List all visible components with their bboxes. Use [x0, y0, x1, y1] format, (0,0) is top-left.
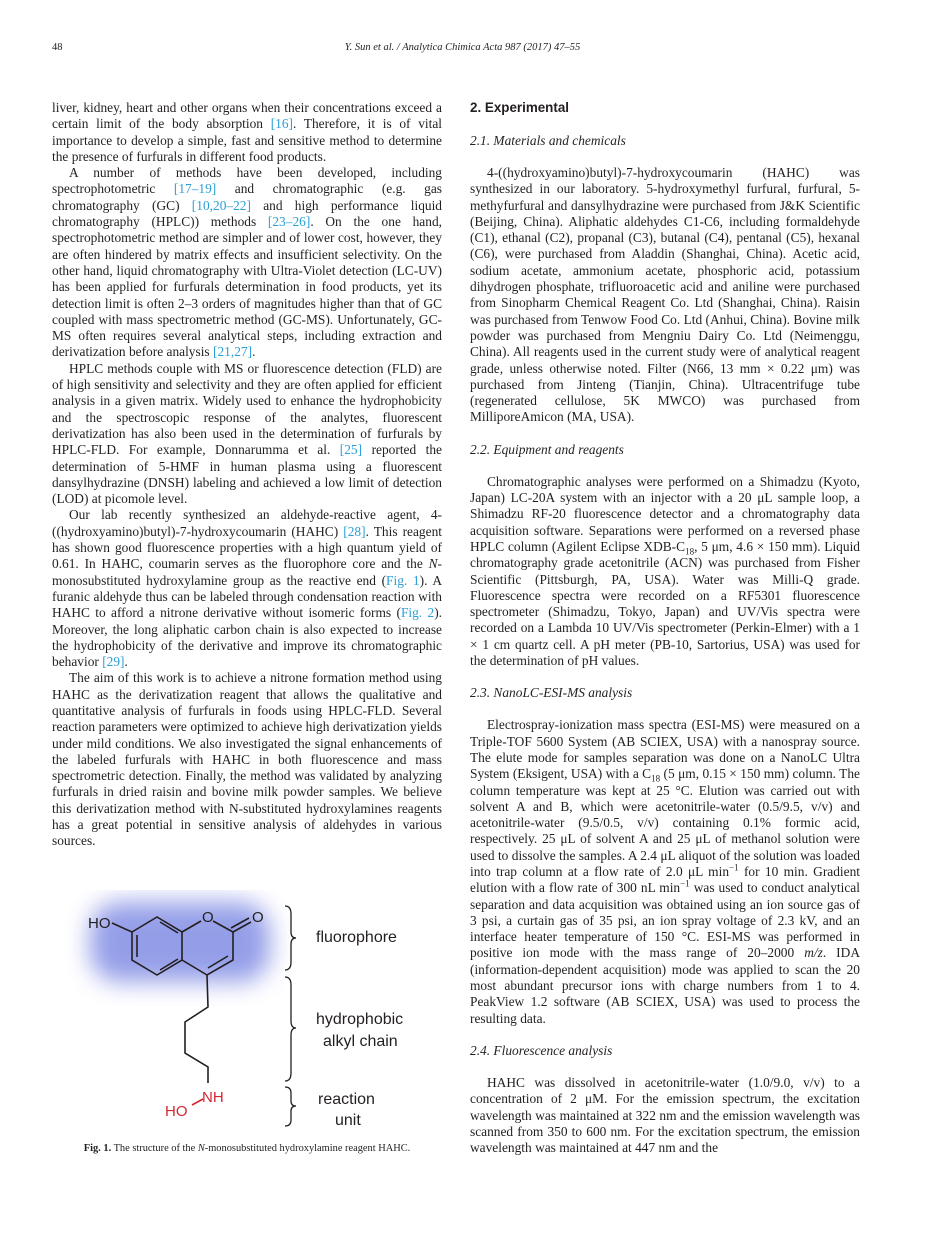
- intro-paragraphs: [52, 100, 442, 850]
- alkyl-chain-bonds: [185, 975, 208, 1083]
- subsection-equipment: [470, 442, 860, 670]
- subsection-body: [470, 165, 860, 426]
- italic-text: m/z: [804, 945, 823, 961]
- subsection-body: [470, 717, 860, 1027]
- brace-icons: [285, 906, 296, 1126]
- text-run: was used to conduct analytical separation and data acquisition was obtained using an ion source gas of 3 psi, a curtain gas of 35 psi, an ion spray voltage of 2.3 kV, and an interface heater temperature of 150 °C. ESI-MS was performed in positive ion mode with the mass range of 20–2000: [470, 880, 860, 961]
- text-run: and high performance liquid chromatography (HPLC)) methods: [52, 197, 443, 230]
- text-run: The aim of this work is to achieve a nitrone formation method using HAHC as the derivatization reagent that allows the qualitative and quantitative analysis of furfurals in foods using HPLC-FLD. Several reaction parameters were optimized to achieve high derivatization yields under mild conditions. We also investigated the signal enhancements of the labeled furfurals with HAHC in both fluorescence and mass spectrometric detection. Finally, the method was validated by analyzing furfurals in dried raisin and bovine milk powder samples. We believe this derivatization method with N-substituted hydroxylamines reagents has a great potential in sensitive analysis of aldehydes in various sources.: [52, 670, 442, 849]
- label-reaction: reaction: [318, 1091, 375, 1108]
- caption-text: The structure of the: [111, 1143, 198, 1154]
- paragraph: [52, 361, 442, 508]
- left-column: [52, 100, 442, 850]
- text-run: Our lab recently synthesized an aldehyde-reactive agent, 4-((hydroxyamino)butyl)-7-hydroxycoumarin (HAHC): [52, 507, 442, 539]
- citation-link[interactable]: [23–26]: [267, 214, 311, 230]
- text-run: . This reagent has shown good fluorescence properties with a high quantum yield of 0.61. In HAHC, coumarin serves as the fluorophore core and the: [52, 523, 442, 572]
- fluorophore-glow: [90, 902, 270, 982]
- text-run: and chromatographic (e.g. gas chromatography (GC): [52, 181, 442, 213]
- citation-link[interactable]: Fig. 1: [386, 572, 420, 588]
- reaction-brace-icon: [285, 1087, 296, 1126]
- running-head: Y. Sun et al. / Analytica Chimica Acta 987 (2017) 47–55: [344, 42, 581, 53]
- subsection-body: [470, 1075, 860, 1156]
- citation-link[interactable]: Fig. 2: [400, 605, 435, 621]
- text-run: reported the determination of 5-HMF in human plasma using a fluorescent dansylhydrazine (DNSH) labeling and achieved a low limit of detection (LOD) at picomole level.: [52, 442, 443, 507]
- subscript: 18: [685, 546, 695, 557]
- citation-link[interactable]: [10,20–22]: [191, 197, 251, 213]
- text-run: Electrospray-ionization mass spectra (ESI-MS) were measured on a Triple-TOF 5600 System (AB SCIEX, USA) with a nanospray source. The elute mode for samples separation was done on a NanoLC Ultra System (Eksigent, USA) with a C: [470, 717, 860, 782]
- text-run: . On the one hand, spectrophotometric method are simpler and of lower cost, however, they are often hindered by matrix effects and insufficient selectivity. On the other hand, liquid chromatography with Ultra-Violet detection (LC-UV) has been applied for furfurals determination in food products, yet its detection limit is often 2–3 orders of magnitudes higher than that of GC coupled with mass spectrometric method (GC-MS). Unfortunately, GC-MS often requires several analytical steps, including extraction and derivatization before analysis: [52, 214, 442, 360]
- text-run: liver, kidney, heart and other organs when their concentrations exceed a certain limit of the body absorption: [52, 100, 442, 132]
- text-run: HPLC methods couple with MS or fluorescence detection (FLD) are of high sensitivity and selectivity and they are often applied for efficient analysis in a given matrix. Widely used to enhance the hydrophobicity and the spectroscopic response of the analytes, fluorescent derivatization has also been used in the determination of furfurals by HPLC-FLD. For example, Donnarumma et al.: [52, 360, 442, 458]
- paragraph: [52, 100, 442, 165]
- caption-text-end: -monosubstituted hydroxylamine reagent HAHC.: [204, 1143, 411, 1154]
- paragraph: [52, 507, 442, 670]
- citation-link[interactable]: [16]: [270, 116, 293, 132]
- section-heading-experimental: 2. Experimental: [470, 100, 569, 115]
- text-run: .: [252, 344, 256, 360]
- text-run: -monosubstituted hydroxylamine group as the reactive end (: [52, 556, 442, 588]
- label-hydrophobic: hydrophobic: [316, 1011, 404, 1028]
- text-run: (5 μm, 0.15 × 150 mm) column. The column temperature was kept at 25 °C. Elution was carried out with solvent A and B, which were acetonitrile-water (0.5/9.5, v/v) and acetonitrile-water (9.5/0.5, v/v) containing 0.1% formic acid, respectively. 25 μL of solvent A and 25 μL of methanol solution were used to dissolve the samples. A 2.4 μL aliquot of the solution was loaded into trap column at a flow rate of 2.0 μL min: [470, 766, 860, 879]
- subsection-nanolc: [470, 685, 860, 1027]
- atom-ho-bottom: HO: [165, 1103, 188, 1120]
- subsection-title: 2.2. Equipment and reagents: [470, 441, 624, 457]
- paragraph: [470, 165, 860, 426]
- atom-ho-top: HO: [88, 915, 111, 932]
- fluorophore-brace-icon: [285, 906, 296, 970]
- text-run: ). A furanic aldehyde thus can be labeled through condensation reaction with HAHC to afford a nitrone derivative without isomeric forms (: [52, 572, 442, 621]
- page-number: 48: [52, 42, 63, 53]
- label-alkyl-chain: alkyl chain: [323, 1033, 398, 1050]
- paragraph: [470, 1075, 860, 1156]
- text-run: A number of methods have been developed, including spectrophotometric: [52, 165, 442, 197]
- paragraph: [52, 165, 442, 361]
- label-unit: unit: [335, 1112, 361, 1129]
- citation-link[interactable]: [28]: [343, 523, 366, 539]
- paragraph: [470, 717, 860, 1027]
- atom-nh: NH: [202, 1089, 224, 1106]
- right-column: [470, 100, 860, 1156]
- text-run: ). Moreover, the long aliphatic carbon chain is also expected to increase the hydrophobicity of the derivative and improve its chromatographic behavior: [52, 605, 442, 670]
- superscript: −1: [680, 878, 690, 889]
- subsection-title: 2.1. Materials and chemicals: [470, 133, 626, 148]
- alkyl-brace-icon: [285, 977, 296, 1081]
- caption-italic: N: [197, 1143, 205, 1154]
- paragraph: [52, 670, 442, 849]
- caption-label: Fig. 1.: [83, 1143, 112, 1154]
- text-run: , 5 μm, 4.6 × 150 mm). Liquid chromatography grade acetonitrile (ACN) was purchased from Fisher Scientific (Pittsburgh, PA, USA). Water was Milli-Q grade. Fluorescence spectra were recorded on a RF5301 fluorescence spectrometer (Shimadzu, Tokyo, Japan) and UV/Vis spectra were recorded on a Lambda 10 UV/Vis spectrometer (Perkin-Elmer) with a 1 × 1 cm quartz cell. A pH meter (PB-10, Sartorius, USA) was used for the determination of pH values.: [470, 538, 860, 669]
- text-run: .: [124, 654, 128, 670]
- subsection-fluorescence: [470, 1043, 860, 1156]
- italic-text: N: [428, 556, 438, 572]
- subsection-materials: [470, 133, 860, 426]
- text-run: Chromatographic analyses were performed on a Shimadzu (Kyoto, Japan) LC-20A system with an injector with a 20 μL sample loop, a Shimadzu RF-20 fluorescence detector and a chromatography data acquisition software. Separations were performed on a reversed phase HPLC column (Agilent Eclipse XDB-C: [470, 473, 860, 554]
- text-run: for 10 min. Gradient elution with a flow rate of 300 nL min: [470, 863, 860, 896]
- text-run: . Therefore, it is of vital importance to develop a simple, fast and sensitive method to determine the presence of furfurals in different food products.: [52, 116, 443, 164]
- figure-1-hahc-structure: [60, 890, 460, 1140]
- label-fluorophore: fluorophore: [316, 929, 397, 946]
- text-run: HAHC was dissolved in acetonitrile-water (1.0/9.0, v/v) to a concentration of 2 μM. For the emission spectrum, the excitation wavelength was maintained at 322 nm and the emission wavelength was scanned from 350 to 600 nm. For the excitation spectrum, the emission wavelength was maintained at 447 nm and the: [470, 1074, 860, 1156]
- subsection-title: 2.4. Fluorescence analysis: [470, 1042, 613, 1058]
- figure-caption: [52, 1143, 442, 1154]
- subsection-body: [470, 474, 860, 670]
- citation-link[interactable]: [25]: [339, 442, 363, 458]
- subsection-title: 2.3. NanoLC-ESI-MS analysis: [470, 685, 633, 701]
- paragraph: [470, 474, 860, 670]
- citation-link[interactable]: [17–19]: [173, 181, 217, 197]
- atom-o-carbonyl: O: [252, 909, 264, 926]
- text-run: . IDA (information-dependent acquisition) mode was applied to scan the 20 most abundant precursor ions with charge numbers from 1 to 4. PeakView 1.2 software (AB SCIEX, USA) was used to process the resulting data.: [470, 945, 860, 1026]
- text-run: 4-((hydroxyamino)butyl)-7-hydroxycoumarin (HAHC) was synthesized in our laboratory. 5-hydroxymethyl furfural, furfural, 5-methyfurfural and dansylhydrazine were purchased from J&K Scientific (Beijing, China). Aliphatic aldehydes C1-C6, including formaldehyde (C1), ethanal (C2), propanal (C3), butanal (C4), pentanal (C5), hexanal (C6), were purchased from Aladdin (Shanghai, China). Acetic acid, sodium acetate, ammonium acetate, phosphoric acid, potassium dihydrogen phosphate, trifluoroacetic acid and aniline were purchased from Sinopharm Chemical Reagent Co. Ltd (Shanghai, China). Raisin was purchased from Tenwow Food Co. Ltd (Anhui, China). Bovine milk powder was purchased from Mengniu Dairy Co. Ltd (Neimenggu, China). All reagents used in the current study were of analytical reagent grade, unless otherwise noted. Filter (N66, 13 mm × 0.22 μm) was purchased from Jinteng (Tianjin, China). Ultracentrifuge tube (regenerated cellulose, 5K MWCO) was purchased from MilliporeAmicon (MA, USA).: [470, 165, 860, 425]
- citation-link[interactable]: [21,27]: [213, 344, 253, 360]
- superscript: −1: [729, 862, 739, 873]
- citation-link[interactable]: [29]: [102, 654, 125, 670]
- atom-o-ring: O: [202, 909, 214, 926]
- subscript: 18: [651, 773, 661, 784]
